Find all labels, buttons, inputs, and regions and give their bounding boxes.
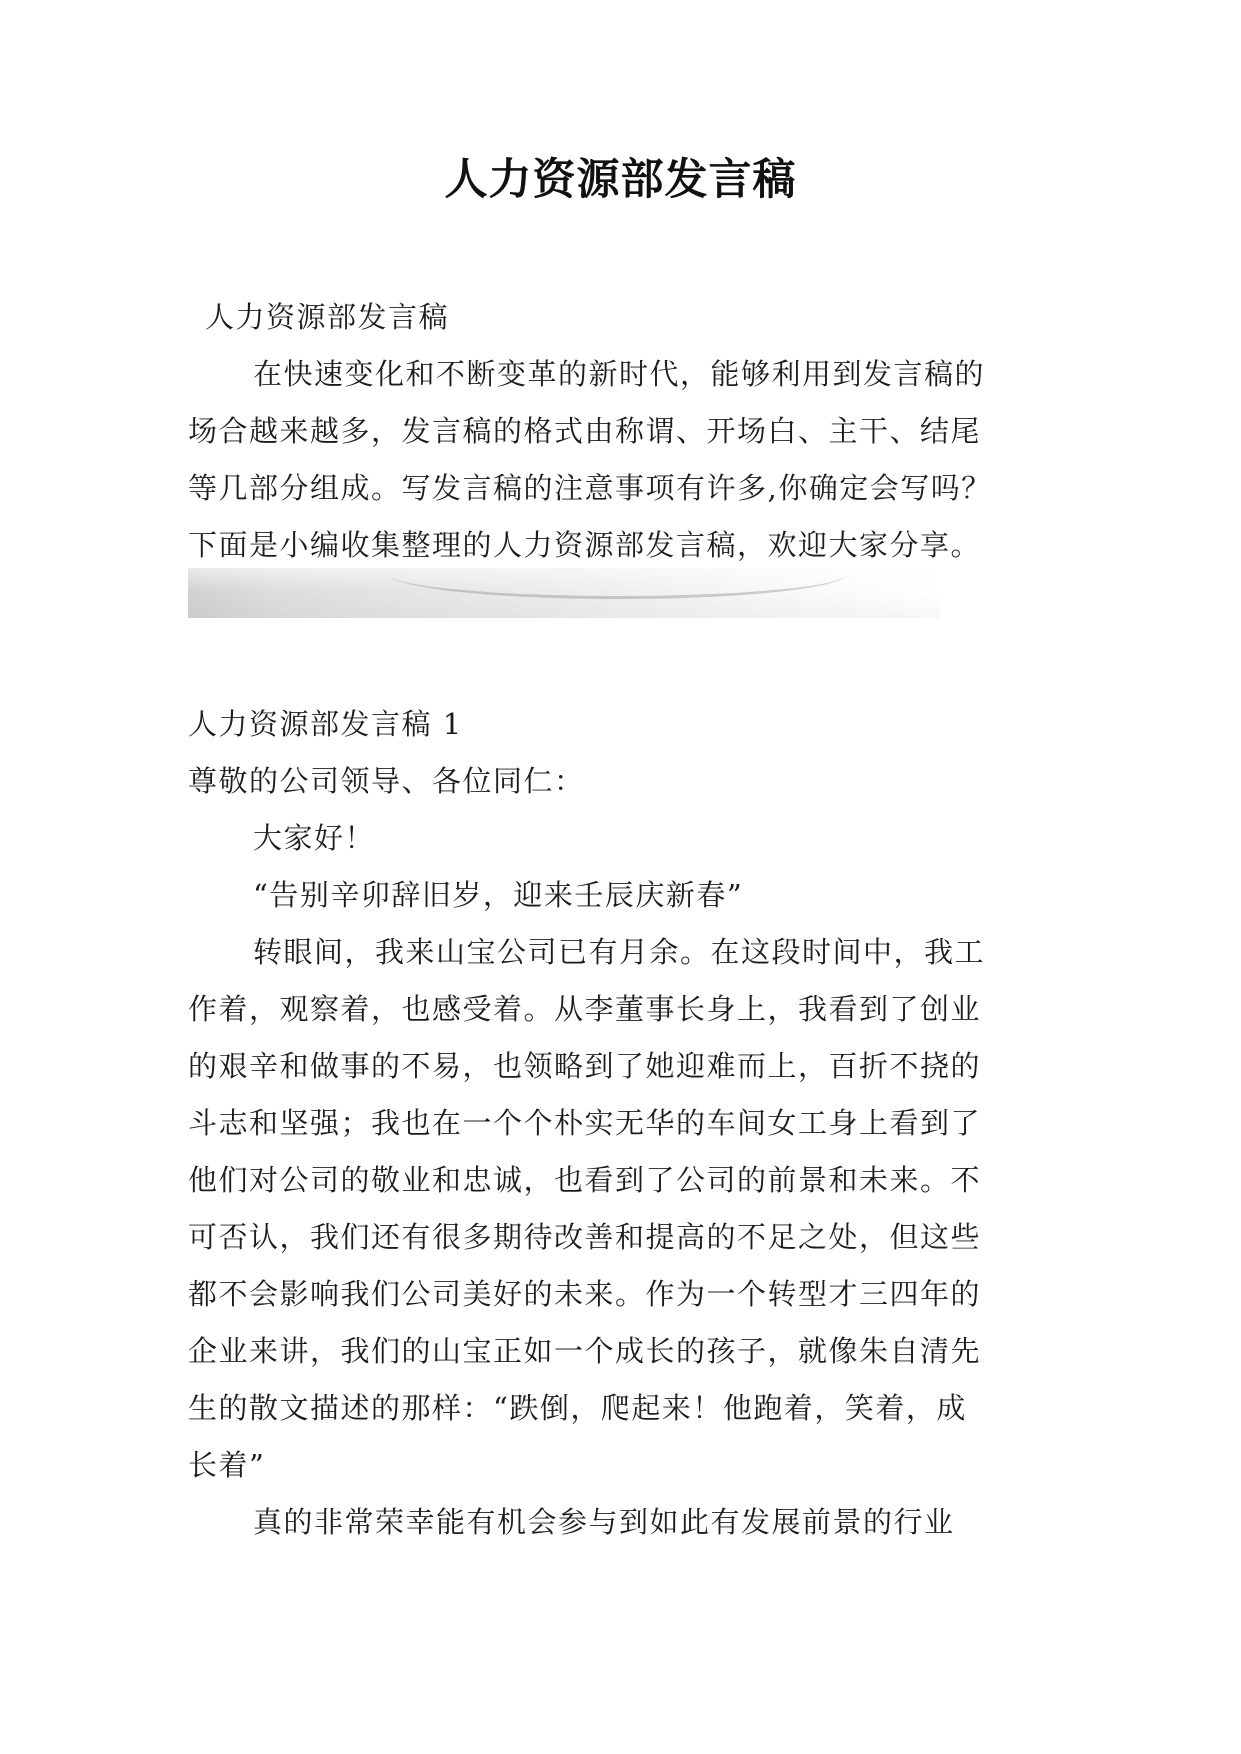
image-sheen xyxy=(188,568,940,618)
body-line: 转眼间，我来山宝公司已有月余。在这段时间中，我工 xyxy=(253,935,986,969)
last-line: 真的非常荣幸能有机会参与到如此有发展前景的行业 xyxy=(253,1505,955,1539)
intro-line: 场合越来越多，发言稿的格式由称谓、开场白、主干、结尾 xyxy=(188,414,982,448)
intro-line: 等几部分组成。写发言稿的注意事项有许多,你确定会写吗？ xyxy=(188,471,992,505)
body-line: 可否认，我们还有很多期待改善和提高的不足之处，但这些 xyxy=(188,1220,982,1254)
intro-line: 在快速变化和不断变革的新时代，能够利用到发言稿的 xyxy=(253,357,986,391)
decorative-image-strip xyxy=(188,568,940,618)
intro-line: 下面是小编收集整理的人力资源部发言稿，欢迎大家分享。 xyxy=(188,528,982,562)
body-line: 生的散文描述的那样：“跌倒，爬起来！他跑着，笑着，成 xyxy=(188,1391,967,1425)
body-line: 企业来讲，我们的山宝正如一个成长的孩子，就像朱自清先 xyxy=(188,1334,982,1368)
quote-line: “告别辛卯辞旧岁，迎来壬辰庆新春” xyxy=(253,878,744,912)
greeting: 大家好！ xyxy=(253,821,376,855)
body-line: 的艰辛和做事的不易，也领略到了她迎难而上，百折不挠的 xyxy=(188,1049,982,1083)
body-line: 斗志和坚强；我也在一个个朴实无华的车间女工身上看到了 xyxy=(188,1106,982,1140)
document-title: 人力资源部发言稿 xyxy=(444,155,797,205)
body-line: 他们对公司的敬业和忠诚，也看到了公司的前景和未来。不 xyxy=(188,1163,982,1197)
salutation: 尊敬的公司领导、各位同仁： xyxy=(188,764,585,798)
section-heading: 人力资源部发言稿 1 xyxy=(188,707,463,741)
body-line: 长着” xyxy=(188,1448,266,1482)
body-line: 都不会影响我们公司美好的未来。作为一个转型才三四年的 xyxy=(188,1277,982,1311)
document-subtitle: 人力资源部发言稿 xyxy=(205,300,450,334)
body-line: 作着，观察着，也感受着。从李董事长身上，我看到了创业 xyxy=(188,992,982,1026)
